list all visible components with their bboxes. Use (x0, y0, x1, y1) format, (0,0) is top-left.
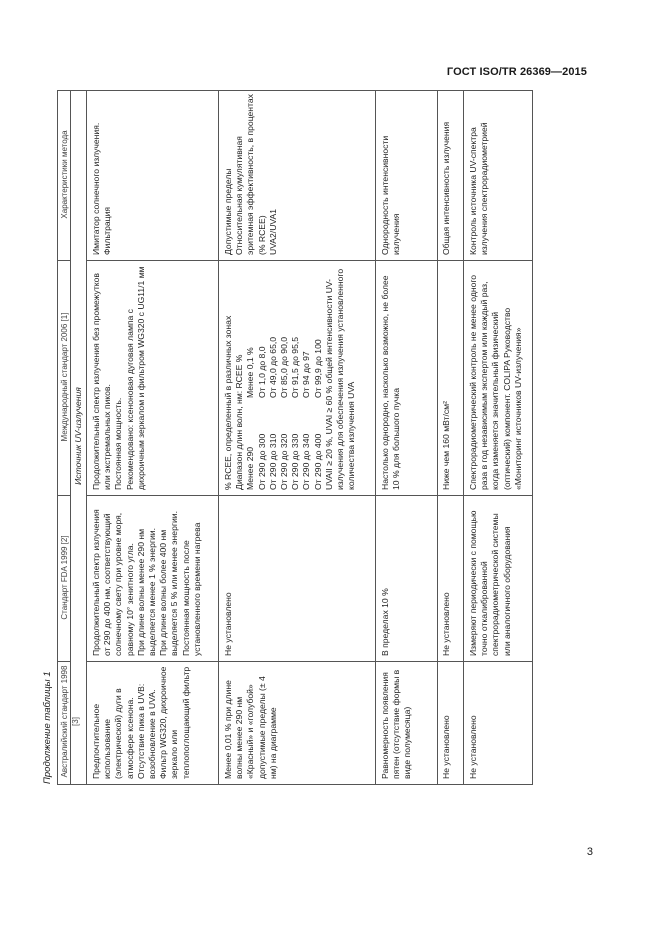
column-header-characteristics: Характеристики метода (57, 90, 70, 260)
requirements-table (57, 90, 573, 785)
table-row-characteristic: Имитатор солнечного излучения. Фильтрация (86, 90, 218, 260)
table-cell-australian: Не установлено (463, 661, 533, 785)
table-caption: Продолжение таблицы 1 (42, 671, 53, 784)
table-cell-international: Спектрорадиометрический контроль не менее одного раза в год независимым экспертом или каждый раз, когда изменяется значительный физический (оптический) компонент. COLIPA Руководство «Мониторинг источников UV-излучения» (463, 260, 533, 495)
table-cell-australian: Предпочтительное использование (электрической) дуги в атмосфере ксенона. Отсутствие пика в UVB: возобновление в UVA. Фильтр WG320, дихроичное зеркало или теплопоглощающий фильтр (86, 661, 218, 785)
rcee-range-row: От 290 до 320От 85,0 до 90,0 (279, 336, 290, 490)
table-cell-australian: Не установлено (437, 661, 463, 785)
table-cell-international: % RCEE, определенный в различных зонах Диапазон длин волн, нм: RCEE % Менее 290Менее 0,1 % От 290 до 300От 1,0 до 8,0 От 290 до 310От 49,0 до 65,0 От 290 до 320От 85,0 до 90,0 От 290 до 330От 91,5 до 95,5 От 290 до 340От 94 до 97 От 290 до 400От 99,9 до 100 UVAII ≥ 20 %, UVAI ≥ 60 % общей интенсивности UV-излучения для обеспечения излучения установленного количества излучения UVA (218, 260, 375, 495)
table-row-characteristic: Контроль источника UV-спектра излучения спектрорадиометрией (463, 90, 533, 260)
column-header-international: Международный стандарт 2006 [1] (57, 260, 70, 495)
rcee-range-row: От 290 до 300От 1,0 до 8,0 (256, 346, 267, 490)
table-row-characteristic: Допустимые пределы Относительная кумулятивная эритемная эффективность, в процентах (% RCEE) UVA2/UVA1 (218, 90, 375, 260)
table-cell-australian: Равномерность появления пятен (отсутствие формы в виде полумесяца) (375, 661, 437, 785)
rcee-range-row: От 290 до 400От 99,9 до 100 (312, 339, 323, 490)
rcee-range-row: От 290 до 340От 94 до 97 (301, 351, 312, 490)
section-title: Источник UV-излучения (70, 90, 86, 785)
table-cell-fda: Не установлено (437, 495, 463, 661)
table-cell-australian: Менее 0,01 % при длине волны менее 290 нм «Красный» и «голубой» допустимые пределы (± 4 нм) на диаграмме (218, 661, 375, 785)
table-cell-fda: Измеряют периодически с помощью точно откалиброванной спектрорадиометрической системы или аналогичного оборудования (463, 495, 533, 661)
table-cell-international: Настолько однородно, насколько возможно, не более 10 % для большого пучка (375, 260, 437, 495)
rcee-range-row: Менее 290Менее 0,1 % (245, 347, 256, 490)
table-cell-international: Ниже чем 160 мВт/см² (437, 260, 463, 495)
standard-code-header: ГОСТ ISO/TR 26369—2015 (446, 66, 587, 78)
column-header-australian: Австралийский стандарт 1998 [3] (57, 661, 70, 785)
table-cell-fda: Продолжительный спектр излучения от 290 до 400 нм, соответствующий солнечному свету при уровне моря, равному 10° зенитного угла. При длине волны менее 290 нм выделяется менее 1 % энергии. При длине волны более 400 нм выделяется 5 % или менее энергии. Постоянная мощность после установленного времени нагрева (86, 495, 218, 661)
table-cell-international: Продолжительный спектр излучения без промежутков или экстремальных пиков. Постоянная мощность. Рекомендовано: ксеноновая дуговая лампа с дихроичным зеркалом и фильтром WG320 с UG11/1 мм (86, 260, 218, 495)
rcee-range-row: От 290 до 310От 49,0 до 65,0 (267, 336, 278, 490)
table-cell-fda: Не установлено (218, 495, 375, 661)
page-number: 3 (586, 846, 593, 858)
column-header-fda: Стандарт FDA 1999 [2] (57, 495, 70, 661)
table-cell-fda: В пределах 10 % (375, 495, 437, 661)
table-row-characteristic: Общая интенсивность излучения (437, 90, 463, 260)
rcee-range-row: От 290 до 330От 91,5 до 95,5 (290, 336, 301, 490)
table-row-characteristic: Однородность интенсивности излучения (375, 90, 437, 260)
